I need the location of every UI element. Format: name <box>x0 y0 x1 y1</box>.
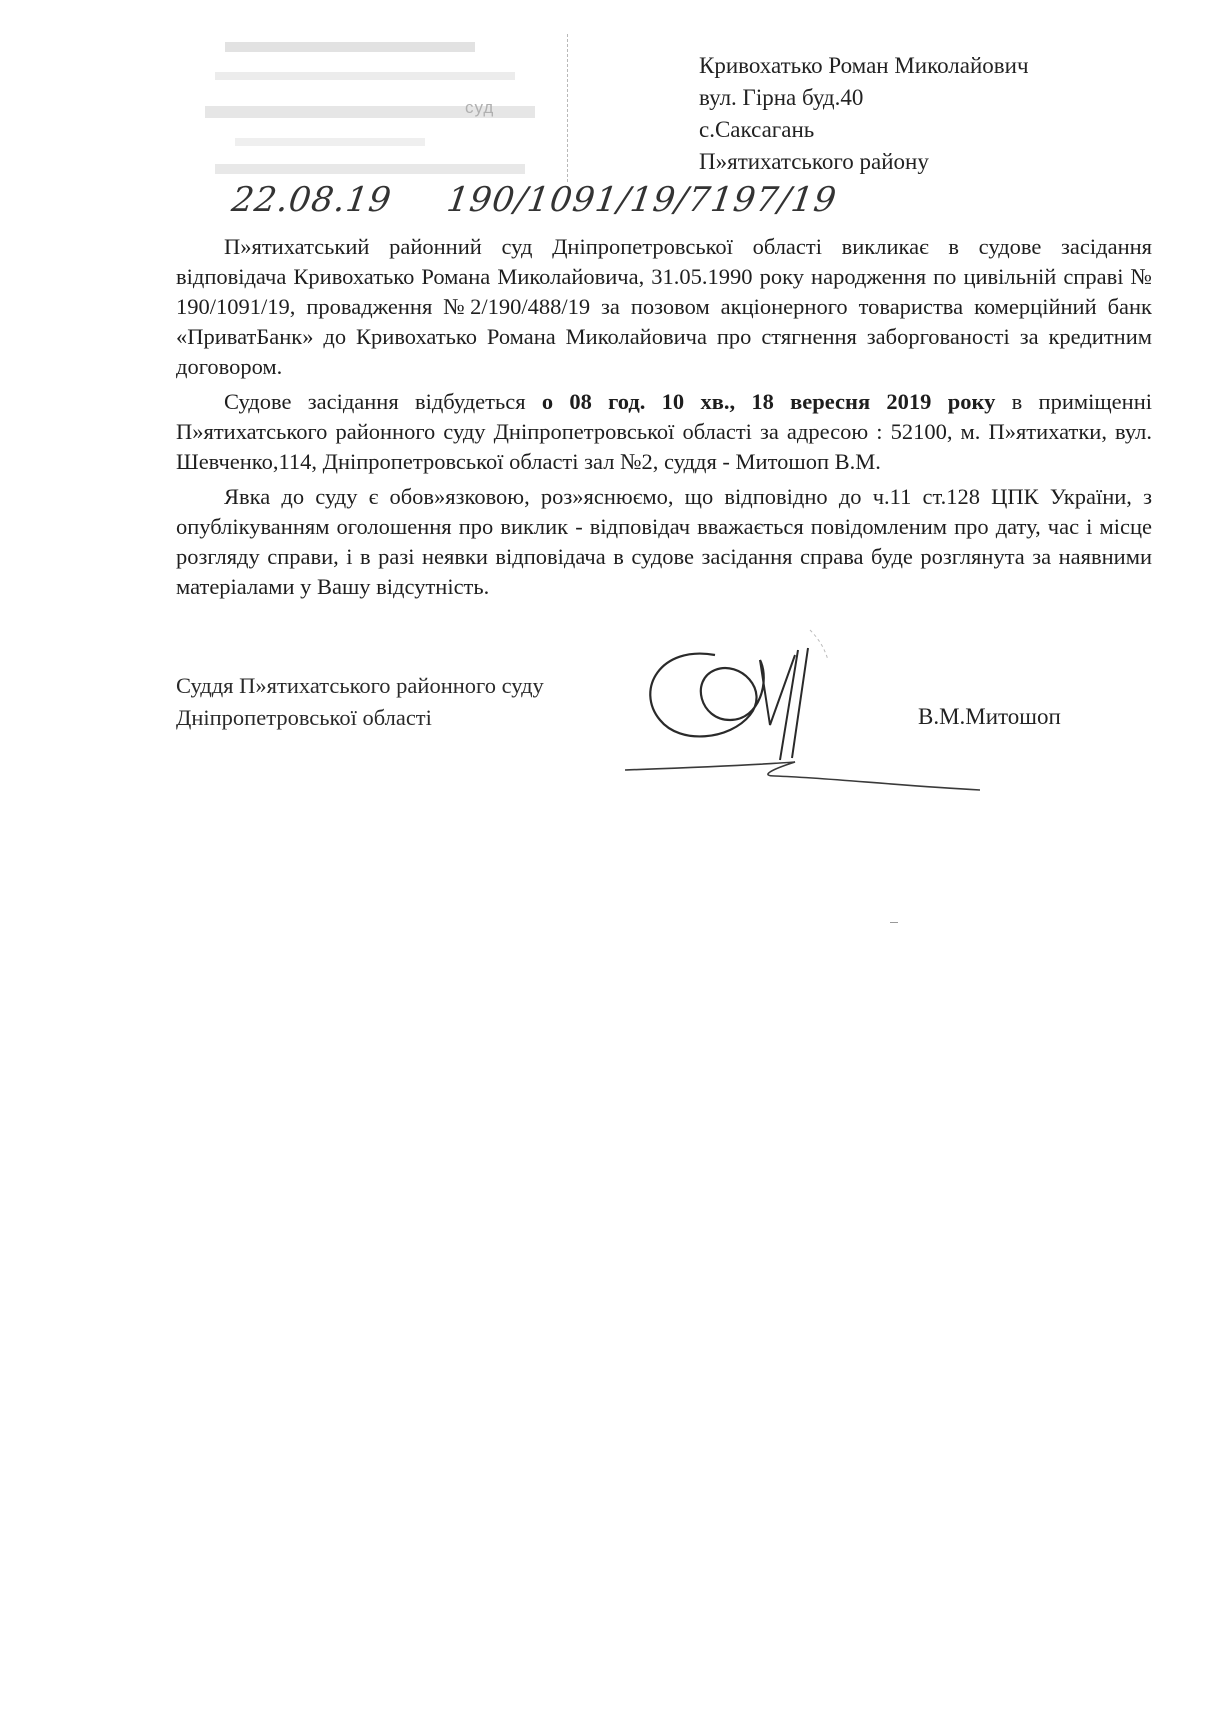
hearing-intro: Судове засідання відбудеться <box>224 389 542 414</box>
summons-paragraph-2 <box>176 387 1152 477</box>
scan-artifact <box>890 922 898 923</box>
judge-title <box>176 670 544 734</box>
addressee-village: с.Саксагань <box>699 117 815 142</box>
hearing-datetime: о 08 год. 10 хв., 18 вересня 2019 року <box>541 389 996 414</box>
summons-paragraph-1: П»ятихатський районний суд Дніпропетровської області викликає в судове засідання відповідача Кривохатько Романа Миколайовича, 31.05.1990 року народження по цивільній справі № 190/1091/19, провадження №2/190/488/19 за позовом акціонерного товариства комерційний банк «ПриватБанк» до Кривохатько Романа Миколайовича про стягнення заборгованості за кредитним договором. <box>176 234 1152 379</box>
summons-paragraph-3: Явка до суду є обов»язковою, роз»яснюємо, що відповідно до ч.11 ст.128 ЦПК України, з опублікуванням оголошення про виклик - відповідач вважається повідомленим про дату, час і місце розгляду справи, і в разі неявки відповідача в судове засідання справа буде розглянута за наявними матеріалами у Вашу відсутність. <box>176 484 1152 599</box>
registration-stamp <box>215 34 568 182</box>
judge-title-line-1: Суддя П»ятихатського районного суду <box>176 673 544 698</box>
addressee-name: Кривохатько Роман Миколайович <box>699 53 1029 78</box>
hearing-location: в приміщенні П»ятихатського районного суду Дніпропетровської області за адресою : 52100, м. П»ятихатки, вул. Шевченко,114, Дніпропетровської області зал №2, суддя - Митошоп В.М. <box>176 389 1153 474</box>
judge-title-line-2: Дніпропетровської області <box>176 705 432 730</box>
stamp-text: суд <box>465 98 495 117</box>
registration-date: 22.08.19 <box>229 180 395 220</box>
registration-number: 190/1091/19/7197/19 <box>444 180 840 220</box>
addressee-block <box>699 50 1179 178</box>
judge-name: В.М.Митошоп <box>918 704 1061 729</box>
addressee-street: вул. Гірна буд.40 <box>699 85 864 110</box>
summons-body <box>176 232 1152 607</box>
addressee-district: П»ятихатського району <box>699 149 929 174</box>
handwritten-registration <box>229 180 839 220</box>
